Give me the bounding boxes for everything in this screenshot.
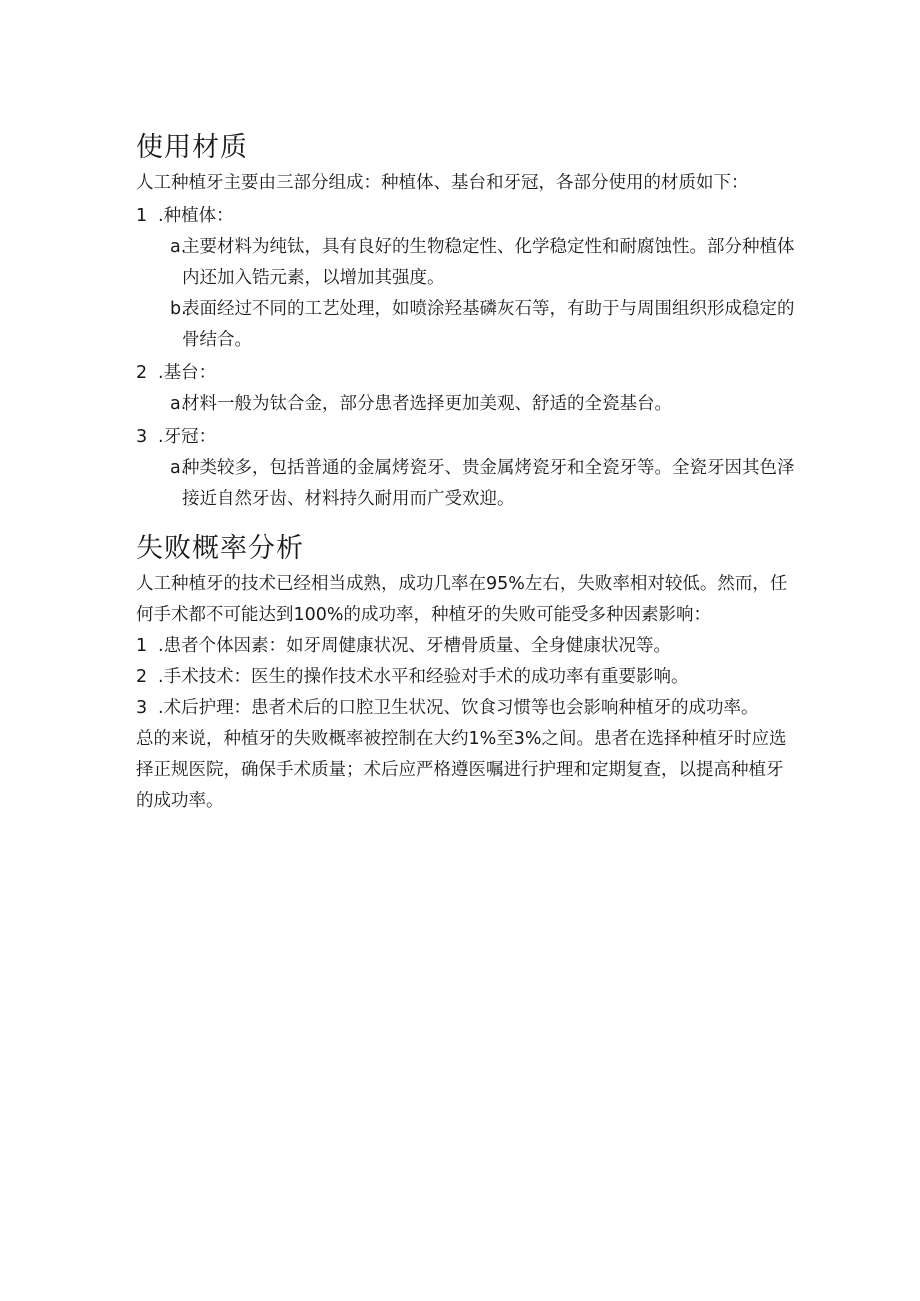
section-title-failure: 失败概率分析 (136, 533, 304, 564)
list-number: 3 (136, 427, 148, 447)
list-item-surgery (136, 662, 796, 693)
sub-text: 表面经过不同的工艺处理，如喷涂羟基磷灰石等，有助于与周围组织形成稳定的骨结合。 (182, 299, 795, 350)
list-item-aftercare (136, 693, 796, 724)
list-number: 1 (136, 206, 148, 226)
section-title-materials: 使用材质 (136, 132, 248, 163)
list-item-implant (136, 201, 796, 232)
list-number: 3 (136, 698, 148, 718)
list-label: .基台： (158, 363, 217, 383)
sub-mark: a. (170, 237, 187, 257)
sub-text: 种类较多，包括普通的金属烤瓷牙、贵金属烤瓷牙和全瓷牙等。全瓷牙因其色泽接近自然牙齿、材料持久耐用而广受欢迎。 (182, 458, 795, 509)
list-item-abutment (136, 358, 796, 389)
list-item-crown (136, 422, 796, 453)
list-label: .牙冠： (158, 427, 217, 447)
list-number: 2 (136, 363, 148, 383)
sub-mark: b. (170, 299, 187, 319)
materials-intro: 人工种植牙主要由三部分组成：种植体、基台和牙冠，各部分使用的材质如下： (136, 173, 749, 193)
list-number: 1 (136, 636, 148, 656)
list-text: .术后护理：患者术后的口腔卫生状况、饮食习惯等也会影响种植牙的成功率。 (158, 698, 759, 718)
sub-item (136, 294, 796, 356)
sub-text: 材料一般为钛合金，部分患者选择更加美观、舒适的全瓷基台。 (182, 394, 672, 414)
list-text: .手术技术：医生的操作技术水平和经验对手术的成功率有重要影响。 (158, 667, 689, 687)
list-label: .种植体： (158, 206, 234, 226)
document-body (136, 128, 796, 817)
sub-item (136, 232, 796, 294)
sub-item (136, 389, 796, 420)
sub-text: 主要材料为纯钛，具有良好的生物稳定性、化学稳定性和耐腐蚀性。部分种植体内还加入锆元素，以增加其强度。 (182, 237, 795, 288)
failure-intro: 人工种植牙的技术已经相当成熟，成功几率在95%左右，失败率相对较低。然而，任何手术都不可能达到100%的成功率，种植牙的失败可能受多种因素影响： (136, 574, 788, 625)
failure-summary: 总的来说，种植牙的失败概率被控制在大约1%至3%之间。患者在选择种植牙时应选择正规医院，确保手术质量；术后应严格遵医嘱进行护理和定期复查，以提高种植牙的成功率。 (136, 729, 787, 811)
list-item-patient (136, 631, 796, 662)
sub-mark: a. (170, 458, 187, 478)
list-number: 2 (136, 667, 148, 687)
sub-item (136, 453, 796, 515)
sub-mark: a. (170, 394, 187, 414)
list-text: .患者个体因素：如牙周健康状况、牙槽骨质量、全身健康状况等。 (158, 636, 672, 656)
